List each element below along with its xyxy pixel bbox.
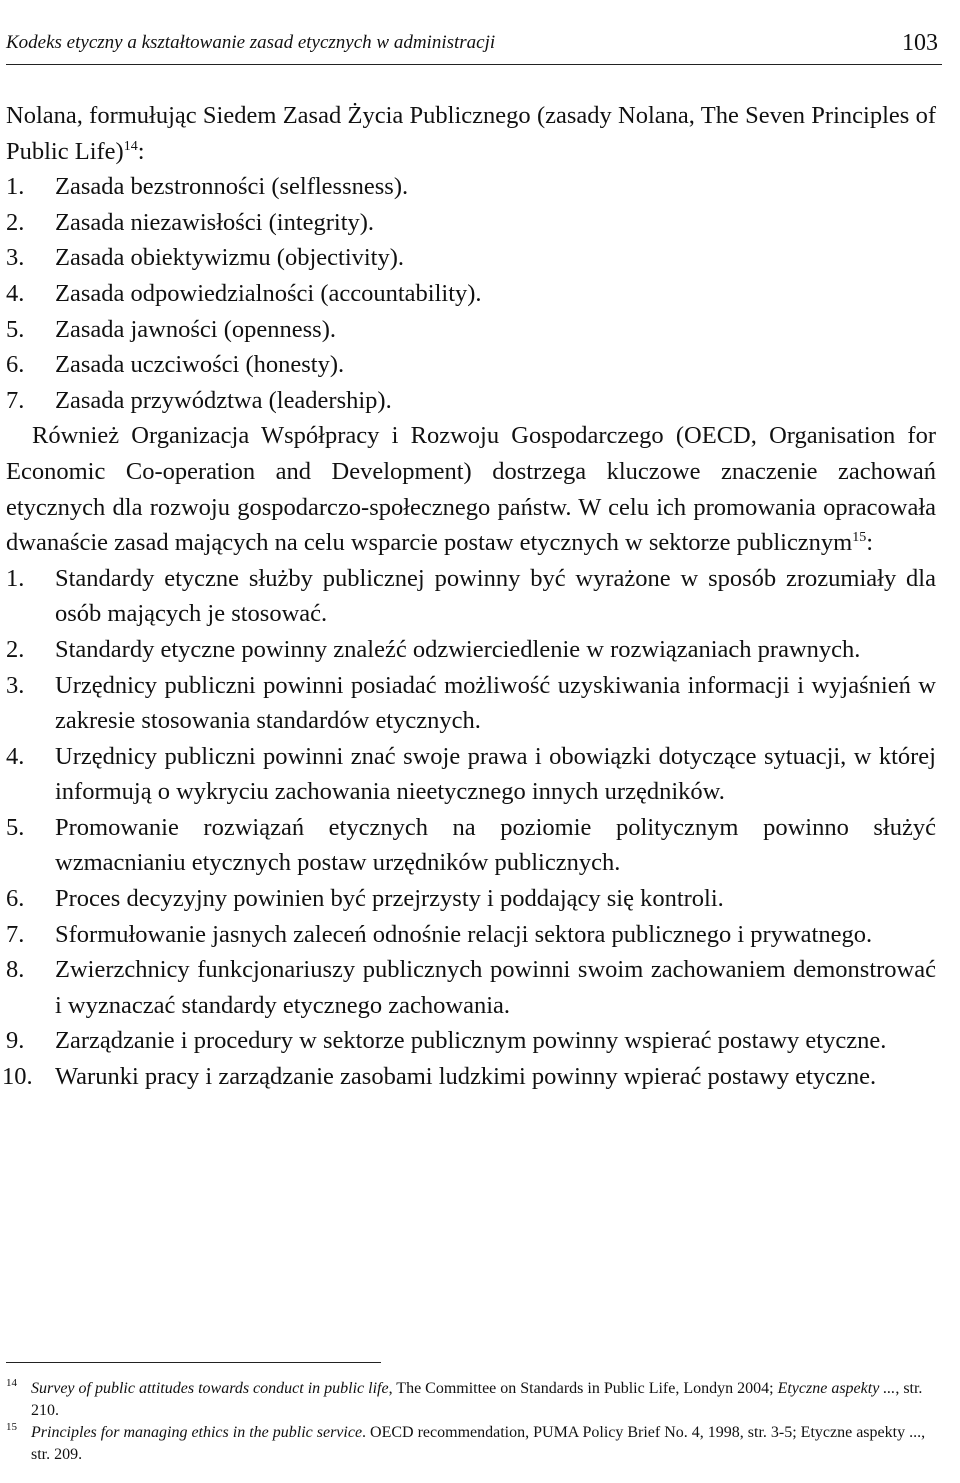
item-number: 2. <box>6 635 25 663</box>
item-number: 4. <box>6 742 25 770</box>
item-text: Standardy etyczne służby publicznej powinny być wyrażone w sposób zrozumiały dla osób mających je stosować. <box>55 564 936 628</box>
footnote-title: Survey of public attitudes towards conduct in public life <box>31 1380 389 1397</box>
item-number: 8. <box>6 956 25 984</box>
item-text: Warunki pracy i zarządzanie zasobami ludzkimi powinny wpierać postawy etyczne. <box>55 1063 877 1091</box>
footnote-title: Principles for managing ethics in the public service <box>31 1424 363 1441</box>
list-item <box>2 1059 936 1095</box>
footnote-title-2: Etyczne aspekty ... <box>777 1380 896 1397</box>
oecd-colon: : <box>866 529 874 557</box>
list-item <box>6 881 936 917</box>
intro-paragraph <box>6 98 936 169</box>
item-text: Zasada obiektywizmu (objectivity). <box>55 244 405 272</box>
page-body <box>2 98 936 1095</box>
intro-text: Nolana, formułując Siedem Zasad Życia Publicznego (zasady Nolana, The Seven Principles of Public Life) <box>6 102 936 165</box>
item-text: Promowanie rozwiązań etycznych na poziomie politycznym powinno służyć wzmacnianiu etycznych postaw urzędników publicznych. <box>55 813 936 877</box>
item-number: 1. <box>6 564 25 592</box>
item-text: Zwierzchnicy funkcjonariuszy publicznych powinni swoim zachowaniem demonstrować i wyznaczać standardy etycznego zachowania. <box>55 956 936 1019</box>
footnotes <box>6 1378 942 1466</box>
footnote-text: , The Committee on Standards in Public Life, Londyn 2004; <box>388 1380 778 1397</box>
footnote-text: . OECD recommendation, PUMA Policy Brief No. 4, 1998, str. 3-5; Etyczne aspekty ..., str. 209. <box>31 1424 926 1463</box>
footnote-ref-15: 15 <box>852 529 867 545</box>
item-number: 7. <box>6 920 25 948</box>
item-number: 5. <box>6 315 25 343</box>
item-number: 6. <box>6 885 25 913</box>
nolan-principles-list <box>6 169 936 418</box>
list-item <box>6 276 936 312</box>
item-number: 3. <box>6 671 25 699</box>
footnote-divider <box>6 1362 381 1363</box>
footnote-text-2: , str. 210. <box>31 1380 923 1419</box>
item-number: 3. <box>6 244 25 272</box>
list-item <box>6 561 936 632</box>
item-text: Sformułowanie jasnych zaleceń odnośnie relacji sektora publicznego i prywatnego. <box>55 920 873 948</box>
list-item <box>6 312 936 348</box>
item-text: Urzędnicy publiczni powinni znać swoje prawa i obowiązki dotyczące sytuacji, w której informują o wykryciu zachowania nieetycznego innych urzędników. <box>55 742 936 806</box>
item-text: Zasada odpowiedzialności (accountability). <box>55 279 482 307</box>
list-item <box>6 347 936 383</box>
item-text: Zarządzanie i procedury w sektorze publicznym powinny wspierać postawy etyczne. <box>55 1027 887 1055</box>
item-number: 7. <box>6 386 25 414</box>
item-text: Zasada niezawisłości (integrity). <box>55 208 375 236</box>
list-item <box>6 169 936 205</box>
list-item <box>6 205 936 241</box>
list-item <box>6 739 936 810</box>
footnote-number: 14 <box>6 1377 17 1389</box>
item-number: 2. <box>6 208 25 236</box>
item-text: Proces decyzyjny powinien być przejrzysty i poddający się kontroli. <box>55 885 724 913</box>
item-number: 9. <box>6 1027 25 1055</box>
item-text: Standardy etyczne powinny znaleźć odzwierciedlenie w rozwiązaniach prawnych. <box>55 635 861 663</box>
footnote-ref-14: 14 <box>123 138 138 154</box>
footnote-number: 15 <box>6 1421 17 1433</box>
list-item <box>6 952 936 1023</box>
footnote-15 <box>6 1422 942 1466</box>
page-number: 103 <box>902 30 938 56</box>
list-item <box>6 810 936 881</box>
list-item <box>6 917 936 953</box>
item-text: Zasada bezstronności (selflessness). <box>55 173 409 201</box>
footnote-14 <box>6 1378 942 1422</box>
oecd-paragraph <box>6 418 936 560</box>
item-number: 1. <box>6 173 25 201</box>
item-number: 6. <box>6 351 25 379</box>
item-number: 4. <box>6 279 25 307</box>
item-text: Urzędnicy publiczni powinni posiadać możliwość uzyskiwania informacji i wyjaśnień w zakresie stosowania standardów etycznych. <box>55 671 936 735</box>
page-header <box>6 30 942 65</box>
list-item <box>6 383 936 419</box>
list-item <box>6 1023 936 1059</box>
item-number: 10. <box>2 1063 33 1091</box>
oecd-text: Również Organizacja Współpracy i Rozwoju Gospodarczego (OECD, Organisation for Economic Co-operation and Development) dostrzega kluczowe znaczenie zachowań etycznych dla rozwoju gospodarczo-społecznego państw. W celu ich promowania opracowała dwanaście zasad mających na celu wsparcie postaw etycznych w sektorze publicznym <box>6 422 936 557</box>
list-item <box>6 668 936 739</box>
running-title: Kodeks etyczny a kształtowanie zasad etycznych w administracji <box>6 32 496 53</box>
item-number: 5. <box>6 813 25 841</box>
intro-colon: : <box>137 137 145 165</box>
item-text: Zasada jawności (openness). <box>55 315 336 343</box>
list-item <box>6 632 936 668</box>
item-text: Zasada przywództwa (leadership). <box>55 386 392 414</box>
oecd-principles-list <box>2 561 936 1095</box>
item-text: Zasada uczciwości (honesty). <box>55 351 345 379</box>
list-item <box>6 240 936 276</box>
